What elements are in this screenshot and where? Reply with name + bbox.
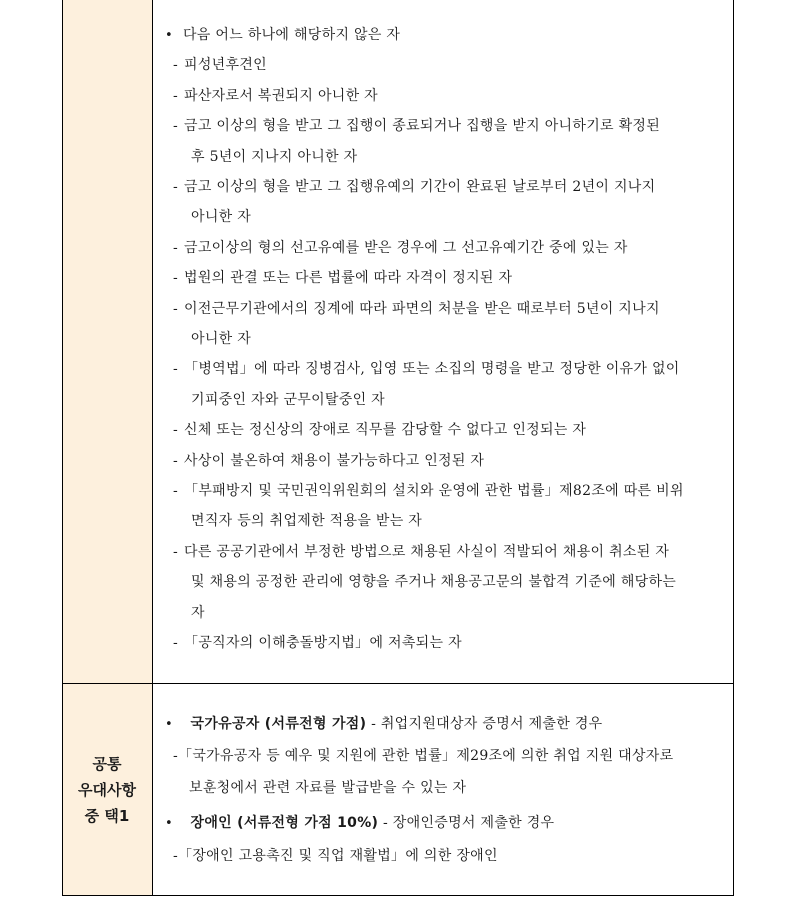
list-item-text: 금고이상의 형의 선고유예를 받은 경우에 그 선고유예기간 중에 있는 자 [184, 239, 628, 256]
eligibility-table [62, 0, 734, 896]
list-item-continuation: 기피중인 자와 군무이탈중인 자 [191, 391, 385, 408]
list-item-text: 「공직자의 이해충돌방지법」에 저촉되는 자 [184, 635, 462, 651]
dash-icon: - [173, 452, 179, 469]
preference-label-line: 공통 [92, 754, 122, 773]
list-item [173, 267, 512, 287]
intro-text: 다음 어느 하나에 해당하지 않은 자 [182, 27, 401, 43]
bullet-icon: • [165, 816, 173, 831]
veteran-desc: - 취업지원대상자 증명서 제출한 경우 [371, 716, 603, 732]
list-item-continuation: 및 채용의 공정한 관리에 영향을 주거나 채용공고문의 불합격 기준에 해당하는 [191, 574, 677, 591]
list-item-text: 사상이 불온하여 채용이 불가능하다고 인정된 자 [184, 452, 485, 469]
list-item-veteran [165, 713, 602, 733]
list-item-text: 금고 이상의 형을 받고 그 집행유예의 기간이 완료된 날로부터 2년이 지나지 [184, 179, 656, 195]
list-item [173, 176, 655, 196]
veteran-title: 국가유공자 (서류전형 가점) [190, 716, 367, 732]
dash-icon: - [173, 748, 179, 764]
dash-icon: - [173, 483, 179, 499]
list-item-disabled [165, 812, 554, 832]
dash-icon: - [173, 848, 179, 864]
list-item-text: 「부패방지 및 국민권익위원회의 설치와 운영에 관한 법률」제82조에 따른 비위 [184, 483, 684, 499]
preference-label-line: 우대사항 [78, 780, 136, 799]
table-border-right [733, 0, 734, 896]
preference-label-cell [62, 684, 152, 895]
list-item [173, 54, 267, 74]
veteran-detail-line: 「국가유공자 등 예우 및 지원에 관한 법률」제29조에 의한 취업 지원 대상자로 [178, 748, 674, 764]
veteran-detail-line: 보훈청에서 관련 자료를 발급받을 수 있는 자 [189, 780, 467, 796]
disabled-title: 장애인 (서류전형 가점 10%) [190, 815, 379, 831]
list-item-text: 파산자로서 복권되지 아니한 자 [184, 87, 378, 104]
disqualification-cell [153, 0, 733, 684]
list-item [173, 85, 378, 105]
list-item-continuation: 후 5년이 지나지 아니한 자 [191, 148, 358, 165]
bullet-icon: • [165, 28, 173, 43]
list-item-text: 다른 공공기관에서 부정한 방법으로 채용된 사실이 적발되어 채용이 취소된 자 [184, 543, 670, 560]
list-item-detail [173, 845, 498, 865]
list-item-text: 법원의 관결 또는 다른 법률에 따라 자격이 정지된 자 [184, 270, 513, 287]
dash-icon: - [173, 270, 179, 287]
list-item-text: 이전근무기관에서의 징계에 따라 파면의 처분을 받은 때로부터 5년이 지나지 [184, 300, 660, 317]
list-item [173, 450, 484, 470]
dash-icon: - [173, 57, 179, 74]
dash-icon: - [173, 239, 179, 256]
list-item-continuation: 아니한 자 [191, 209, 252, 226]
disqualification-intro [165, 24, 400, 44]
dash-icon: - [173, 361, 179, 378]
list-item [173, 541, 669, 561]
list-item [173, 298, 660, 318]
preference-label-line: 중 택1 [84, 806, 130, 825]
list-item [173, 237, 628, 257]
list-item-text: 「병역법」에 따라 징병검사, 입영 또는 소집의 명령을 받고 정당한 이유가 없이 [184, 361, 680, 378]
list-item-continuation: 면직자 등의 취업제한 적용을 받는 자 [191, 513, 423, 530]
dash-icon: - [173, 422, 179, 439]
dash-icon: - [173, 635, 179, 651]
list-item [173, 632, 462, 652]
list-item [173, 419, 586, 439]
disabled-desc: - 장애인증명서 제출한 경우 [383, 815, 555, 831]
list-item [173, 115, 660, 135]
bullet-icon: • [165, 717, 173, 732]
disabled-detail-line: 「장애인 고용촉진 및 직업 재활법」에 의한 장애인 [178, 848, 498, 864]
list-item-text: 금고 이상의 형을 받고 그 집행이 종료되거나 집행을 받지 아니하기로 확정된 [184, 118, 661, 135]
dash-icon: - [173, 118, 179, 135]
list-item-continuation: 아니한 자 [191, 331, 252, 347]
dash-icon: - [173, 179, 179, 195]
table-border-bottom [62, 895, 734, 896]
list-item [173, 358, 680, 378]
list-item-text: 신체 또는 정신상의 장애로 직무를 감당할 수 없다고 인정되는 자 [184, 422, 587, 439]
preference-cell [153, 684, 733, 895]
list-item-continuation: 자 [191, 604, 205, 621]
list-item [173, 480, 684, 500]
list-item-detail [173, 745, 673, 765]
dash-icon: - [173, 300, 179, 317]
list-item-text: 피성년후견인 [184, 57, 267, 74]
dash-icon: - [173, 543, 179, 560]
dash-icon: - [173, 87, 179, 104]
